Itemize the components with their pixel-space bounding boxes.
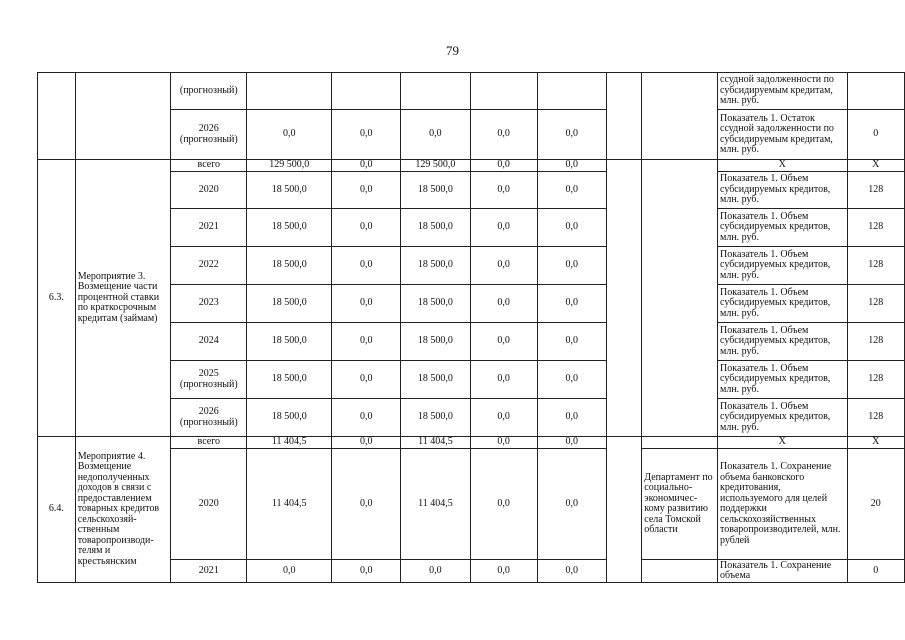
blank-cell [606, 437, 641, 583]
value-cell: 0,0 [537, 285, 606, 323]
value-cell: 0,0 [537, 361, 606, 399]
program-table [37, 72, 905, 583]
value-cell: 0,0 [470, 172, 537, 209]
indicator-cell: X [718, 160, 848, 172]
value-cell: 18 500,0 [401, 399, 470, 437]
indicator-cell: Показатель 1. Объем субсидируемых кредитов, млн. руб. [718, 172, 848, 209]
value-cell: 18 500,0 [401, 361, 470, 399]
indicator-value-cell: 128 [847, 247, 904, 285]
value-cell: 0,0 [537, 172, 606, 209]
value-cell: 0,0 [470, 560, 537, 583]
year-cell: 2026 (прогнозный) [171, 110, 247, 160]
value-cell: 0,0 [332, 437, 401, 449]
value-cell: 0,0 [470, 437, 537, 449]
value-cell: 18 500,0 [401, 247, 470, 285]
value-cell: 0,0 [470, 160, 537, 172]
value-cell: 0,0 [470, 449, 537, 560]
value-cell: 0,0 [332, 110, 401, 160]
indicator-cell: Показатель 1. Остаток ссудной задолженности по субсидируемым кредитам, млн. руб. [718, 110, 848, 160]
page-number: 79 [446, 43, 459, 58]
value-cell: 0,0 [470, 247, 537, 285]
value-cell [537, 73, 606, 110]
event-number: 6.4. [38, 437, 76, 583]
event-number: 6.3. [38, 160, 76, 437]
executor-cell: Департамент по социально-экономичес-кому развитию села Томской области [642, 449, 718, 560]
value-cell: 18 500,0 [401, 209, 470, 247]
indicator-value-cell: 0 [847, 560, 904, 583]
value-cell: 0,0 [537, 323, 606, 361]
value-cell: 0,0 [537, 209, 606, 247]
value-cell: 11 404,5 [247, 437, 332, 449]
value-cell: 11 404,5 [401, 449, 470, 560]
value-cell: 0,0 [470, 399, 537, 437]
value-cell: 18 500,0 [247, 285, 332, 323]
indicator-cell: Показатель 1. Объем субсидируемых кредитов, млн. руб. [718, 361, 848, 399]
value-cell [401, 73, 470, 110]
indicator-cell: ссудной задолженности по субсидируемым кредитам, млн. руб. [718, 73, 848, 110]
indicator-cell: Показатель 1. Объем субсидируемых кредитов, млн. руб. [718, 399, 848, 437]
indicator-value-cell: X [847, 437, 904, 449]
value-cell: 0,0 [332, 160, 401, 172]
value-cell: 129 500,0 [401, 160, 470, 172]
value-cell: 0,0 [332, 361, 401, 399]
executor-cell-bottom [642, 560, 718, 583]
value-cell: 0,0 [537, 110, 606, 160]
value-cell: 11 404,5 [247, 449, 332, 560]
value-cell: 0,0 [332, 449, 401, 560]
year-cell: 2021 [171, 560, 247, 583]
year-cell: 2020 [171, 449, 247, 560]
year-cell: 2020 [171, 172, 247, 209]
indicator-value-cell: 128 [847, 172, 904, 209]
indicator-cell: Показатель 1. Сохранение объема банковского кредитования, используемого для целей поддержки сельскохозяйственных товаропроизводителей, млн. рублей [718, 449, 848, 560]
year-cell: 2022 [171, 247, 247, 285]
indicator-value-cell: 128 [847, 323, 904, 361]
indicator-value-cell: 128 [847, 285, 904, 323]
year-cell: 2021 [171, 209, 247, 247]
indicator-cell: Показатель 1. Объем субсидируемых кредитов, млн. руб. [718, 209, 848, 247]
indicator-value-cell: X [847, 160, 904, 172]
number-cell-empty [38, 73, 76, 160]
value-cell: 0,0 [537, 560, 606, 583]
event-name: Мероприятие 4. Возмещение недополученных доходов в связи с предоставлением товарных кредитов сельскохозяй-ственным товаропроизводи-телям и крестьянским [75, 437, 171, 583]
value-cell: 0,0 [537, 437, 606, 449]
value-cell [332, 73, 401, 110]
indicator-value-cell: 128 [847, 361, 904, 399]
year-cell: всего [171, 437, 247, 449]
value-cell: 0,0 [247, 110, 332, 160]
indicator-cell: X [718, 437, 848, 449]
year-cell: 2023 [171, 285, 247, 323]
value-cell: 18 500,0 [401, 285, 470, 323]
year-cell: 2026 (прогнозный) [171, 399, 247, 437]
executor-cell-top [642, 437, 718, 449]
value-cell: 18 500,0 [247, 247, 332, 285]
table-row [38, 160, 905, 172]
value-cell: 0,0 [332, 399, 401, 437]
value-cell: 0,0 [470, 209, 537, 247]
year-cell: 2025 (прогнозный) [171, 361, 247, 399]
value-cell: 18 500,0 [247, 323, 332, 361]
value-cell: 18 500,0 [247, 361, 332, 399]
value-cell: 18 500,0 [247, 172, 332, 209]
value-cell: 129 500,0 [247, 160, 332, 172]
value-cell: 0,0 [537, 449, 606, 560]
event-name: Мероприятие 3. Возмещение части процентной ставки по краткосрочным кредитам (займам) [75, 160, 171, 437]
table-row [38, 437, 905, 449]
value-cell: 0,0 [247, 560, 332, 583]
value-cell: 0,0 [332, 247, 401, 285]
value-cell: 0,0 [332, 172, 401, 209]
indicator-value-cell: 20 [847, 449, 904, 560]
year-cell: всего [171, 160, 247, 172]
value-cell: 0,0 [537, 399, 606, 437]
indicator-value-cell [847, 73, 904, 110]
value-cell [247, 73, 332, 110]
value-cell [470, 73, 537, 110]
indicator-cell: Показатель 1. Сохранение объема [718, 560, 848, 583]
table-row [38, 73, 905, 110]
indicator-cell: Показатель 1. Объем субсидируемых кредитов, млн. руб. [718, 285, 848, 323]
value-cell: 0,0 [537, 160, 606, 172]
executor-cell-empty [642, 73, 718, 160]
indicator-cell: Показатель 1. Объем субсидируемых кредитов, млн. руб. [718, 247, 848, 285]
value-cell: 0,0 [401, 110, 470, 160]
indicator-value-cell: 128 [847, 209, 904, 247]
value-cell: 0,0 [470, 323, 537, 361]
blank-cell [606, 73, 641, 160]
value-cell: 0,0 [332, 560, 401, 583]
value-cell: 0,0 [401, 560, 470, 583]
value-cell: 0,0 [537, 247, 606, 285]
value-cell: 0,0 [470, 285, 537, 323]
year-cell: (прогнозный) [171, 73, 247, 110]
value-cell: 0,0 [332, 285, 401, 323]
indicator-value-cell: 128 [847, 399, 904, 437]
blank-cell [606, 160, 641, 437]
value-cell: 18 500,0 [401, 172, 470, 209]
value-cell: 0,0 [332, 323, 401, 361]
indicator-cell: Показатель 1. Объем субсидируемых кредитов, млн. руб. [718, 323, 848, 361]
value-cell: 0,0 [470, 110, 537, 160]
year-cell: 2024 [171, 323, 247, 361]
value-cell: 0,0 [470, 361, 537, 399]
value-cell: 11 404,5 [401, 437, 470, 449]
executor-cell-empty [642, 160, 718, 437]
value-cell: 0,0 [332, 209, 401, 247]
value-cell: 18 500,0 [247, 399, 332, 437]
indicator-value-cell: 0 [847, 110, 904, 160]
event-name-cell-empty [75, 73, 171, 160]
value-cell: 18 500,0 [401, 323, 470, 361]
value-cell: 18 500,0 [247, 209, 332, 247]
